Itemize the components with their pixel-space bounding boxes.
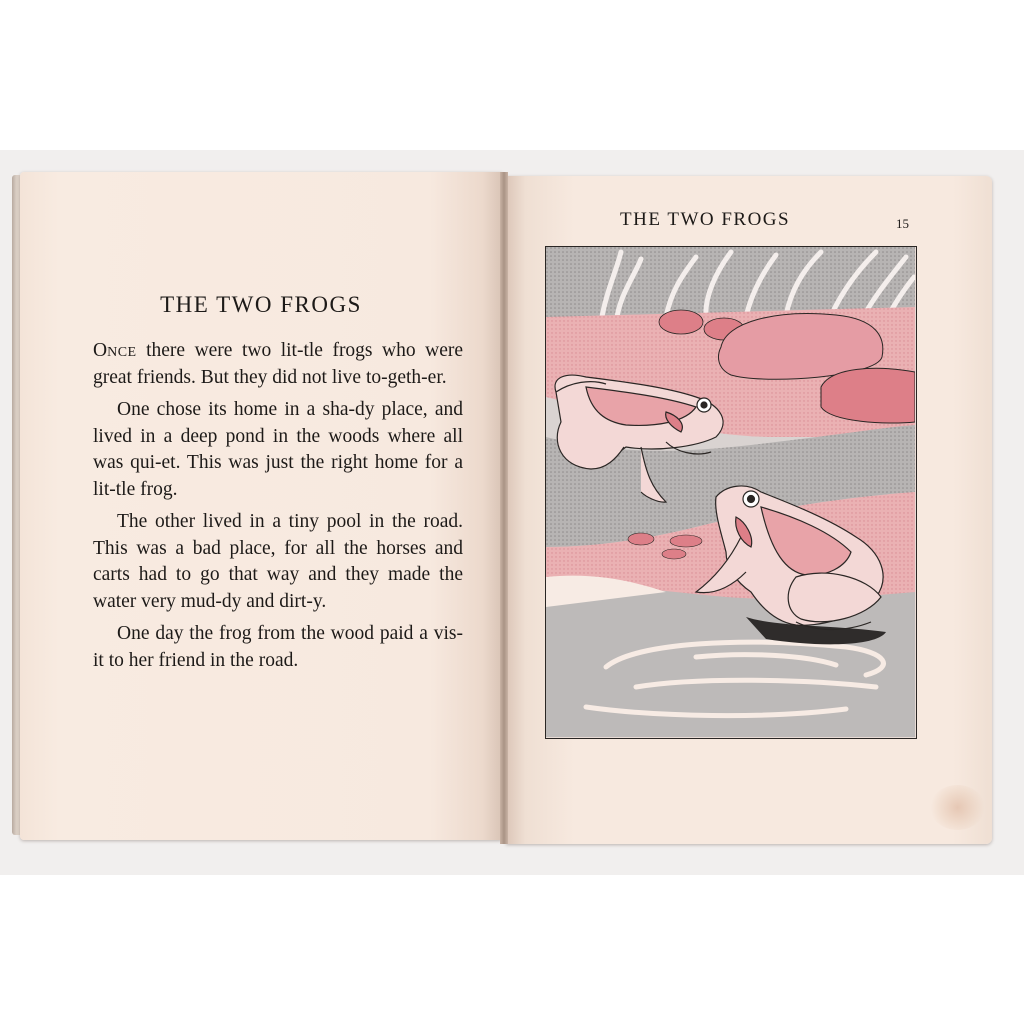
paragraph-3: The other lived in a tiny pool in the road. This was a bad place, for all the horses and carts had to go that way and they made the water very mud-dy and dirt-y. <box>93 511 463 612</box>
story-text <box>93 338 463 680</box>
paragraph-4: One day the frog from the wood paid a vis-it to her friend in the road. <box>93 623 463 671</box>
paragraph-1-text: there were two lit-tle frogs who were great friends. But they did not live to-geth-er. <box>93 340 463 388</box>
paper-stain <box>930 785 985 830</box>
rock-right <box>821 368 915 423</box>
running-head: THE TWO FROGS <box>620 209 791 230</box>
dropcap: O <box>93 340 108 361</box>
paragraph-1 <box>93 338 463 391</box>
pebble-1 <box>628 533 654 545</box>
paragraph-2: One chose its home in a sha-dy place, and lived in a deep pond in the woods where all was qui-et. This was just the right home for a lit-tle frog. <box>93 399 463 500</box>
story-title: THE TWO FROGS <box>160 292 362 317</box>
lead-smallcaps: nce <box>107 340 137 361</box>
illustration-svg <box>546 247 915 737</box>
page-number: 15 <box>896 216 909 231</box>
frog-illustration <box>545 246 917 739</box>
pebble-2 <box>670 535 702 547</box>
pebble-3 <box>662 549 686 559</box>
book-gutter <box>500 172 508 844</box>
rock-small-1 <box>659 310 703 334</box>
